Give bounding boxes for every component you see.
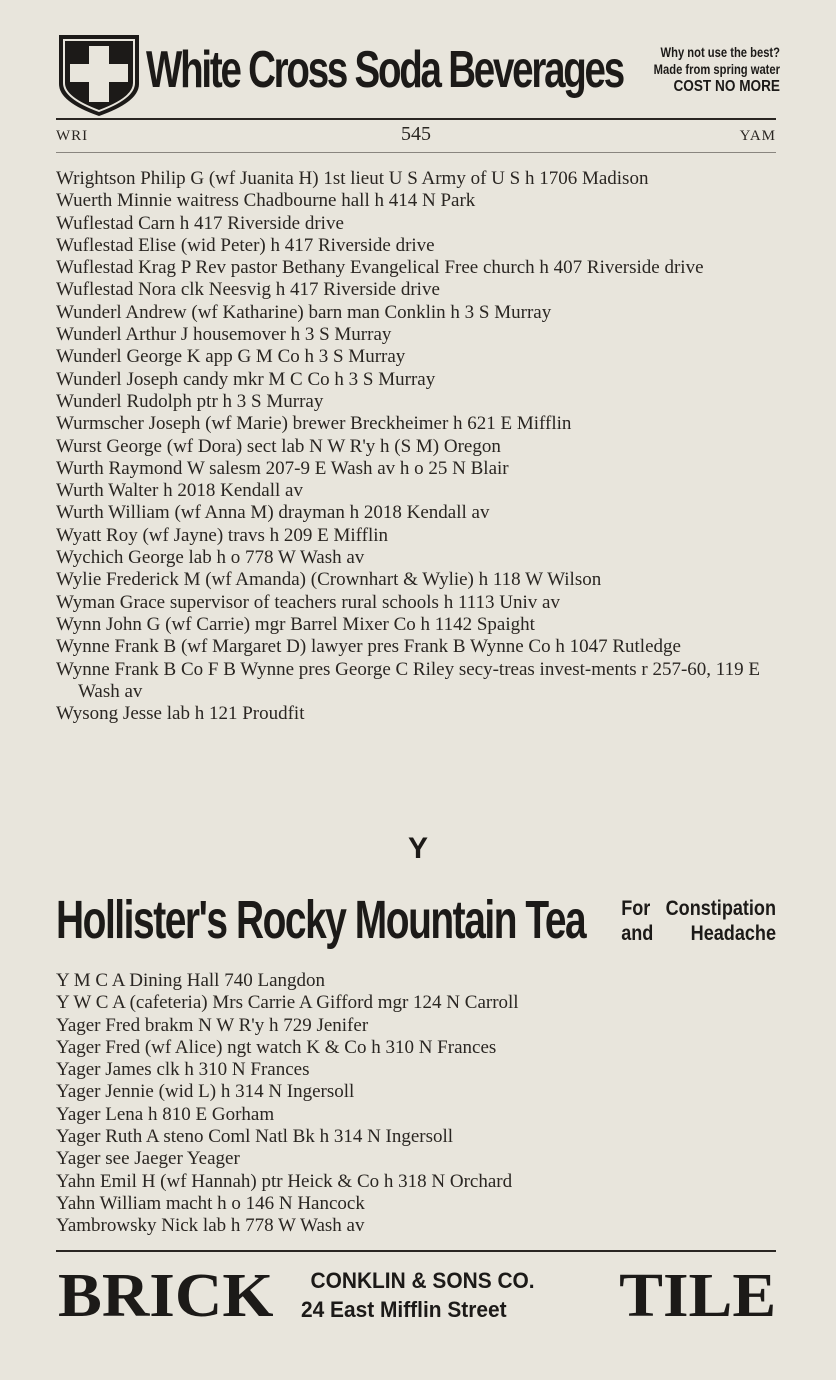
entry-detail: (wid L) h 314 N Ingersoll bbox=[158, 1081, 355, 1103]
directory-entry bbox=[56, 190, 780, 212]
entry-detail: (wf Jayne) travs h 209 E Mifflin bbox=[142, 524, 389, 546]
entry-name: Wurth Walter bbox=[56, 480, 159, 502]
tagline-line-2: Made from spring water bbox=[653, 61, 780, 77]
directory-entry bbox=[56, 324, 780, 346]
directory-entry bbox=[56, 1215, 780, 1237]
entry-detail: F B Wynne pres George C Riley secy-treas invest-ments r 257-60, 119 E Wash av bbox=[78, 658, 760, 702]
entry-name: Wyatt Roy bbox=[56, 524, 138, 546]
entry-name: Wynn John G bbox=[56, 613, 161, 635]
tagline-line-3: COST NO MORE bbox=[673, 78, 780, 95]
entry-detail: (wf Marie) brewer Breckheimer h 621 E Mifflin bbox=[205, 413, 572, 435]
top-divider bbox=[56, 118, 776, 120]
entry-name: Yambrowsky Nick bbox=[56, 1215, 199, 1237]
entry-detail: lab h 778 W Wash av bbox=[202, 1215, 365, 1237]
directory-entry bbox=[56, 1081, 780, 1103]
tea-brand: Hollister's Rocky Mountain Tea bbox=[56, 890, 586, 950]
entries-y-list bbox=[56, 970, 780, 1238]
directory-entry bbox=[56, 569, 780, 591]
directory-entry bbox=[56, 502, 780, 524]
directory-entry bbox=[56, 547, 780, 569]
directory-entry bbox=[56, 614, 780, 636]
entry-name: Wurmscher Joseph bbox=[56, 413, 201, 435]
entry-name: Wuflestad Carn bbox=[56, 212, 176, 234]
directory-entry bbox=[56, 235, 780, 257]
entry-detail: see Jaeger Yeager bbox=[105, 1148, 240, 1170]
directory-entry bbox=[56, 369, 780, 391]
tile-word: TILE bbox=[618, 1262, 776, 1330]
entry-name: Yahn Emil H bbox=[56, 1170, 156, 1192]
tea-side-and: and bbox=[621, 922, 654, 945]
entry-detail: (wf Juanita H) 1st lieut U S Army of U S h 1706 Madison bbox=[208, 168, 649, 189]
directory-entry bbox=[56, 279, 780, 301]
tea-side-headache: Headache bbox=[690, 922, 776, 945]
entry-detail: (wf Katharine) barn man Conklin h 3 S Murray bbox=[191, 301, 552, 323]
entry-name: Wylie Frederick M bbox=[56, 569, 201, 591]
entry-name: Wychich George bbox=[56, 547, 184, 569]
entry-name: Yager bbox=[56, 1148, 101, 1170]
brick-word: BRICK bbox=[58, 1262, 274, 1330]
entry-detail: Dining Hall 740 Langdon bbox=[129, 970, 325, 991]
entry-detail: (wf Anna M) drayman h 2018 Kendall av bbox=[174, 502, 490, 524]
entry-detail: supervisor of teachers rural schools h 1113 Univ av bbox=[169, 591, 560, 613]
entry-name: Wynne Frank B Co bbox=[56, 658, 204, 680]
entry-name: Wunderl Andrew bbox=[56, 301, 187, 323]
entries-w-list bbox=[56, 168, 780, 725]
entry-name: Wurth William bbox=[56, 502, 170, 524]
directory-entry bbox=[56, 1104, 780, 1126]
entry-detail: (wf Carrie) mgr Barrel Mixer Co h 1142 Spaight bbox=[165, 613, 535, 635]
directory-entry bbox=[56, 992, 780, 1014]
entry-detail: lab h o 778 W Wash av bbox=[188, 547, 365, 569]
entry-name: Wuerth Minnie bbox=[56, 190, 172, 212]
entry-detail: app G M Co h 3 S Murray bbox=[205, 346, 406, 368]
directory-entry bbox=[56, 1171, 780, 1193]
tagline-line-1: Why not use the best? bbox=[660, 44, 780, 60]
guide-word-right: YAM bbox=[739, 128, 776, 144]
bottom-divider bbox=[56, 1250, 776, 1252]
directory-entry bbox=[56, 1126, 780, 1148]
entry-detail: (cafeteria) Mrs Carrie A Gifford mgr 124 N Carroll bbox=[129, 992, 519, 1014]
directory-entry bbox=[56, 636, 780, 658]
directory-entry bbox=[56, 1148, 780, 1170]
entry-name: Yager Jennie bbox=[56, 1081, 154, 1103]
white-cross-tagline bbox=[620, 44, 780, 95]
entry-detail: h 2018 Kendall av bbox=[163, 480, 303, 502]
entry-detail: salesm 207-9 E Wash av h o 25 N Blair bbox=[209, 457, 509, 479]
entry-detail: h 417 Riverside drive bbox=[179, 212, 344, 234]
directory-entry bbox=[56, 480, 780, 502]
conklin-company bbox=[301, 1266, 605, 1324]
entry-detail: steno Coml Natl Bk h 314 N Ingersoll bbox=[163, 1126, 454, 1148]
entry-detail: (wid Peter) h 417 Riverside drive bbox=[180, 234, 435, 256]
entry-name: Wuflestad Nora bbox=[56, 279, 177, 301]
entry-name: Wuflestad Elise bbox=[56, 234, 177, 256]
guide-word-left: WRI bbox=[56, 128, 89, 144]
entry-name: Wurth Raymond W bbox=[56, 457, 205, 479]
tea-side-text bbox=[621, 896, 776, 946]
entry-name: Wysong Jesse bbox=[56, 703, 162, 725]
entry-detail: (wf Dora) sect lab N W R'y h (S M) Oregon bbox=[166, 435, 501, 457]
entry-detail: waitress Chadbourne hall h 414 N Park bbox=[176, 190, 476, 212]
white-cross-brand: White Cross Soda Beverages bbox=[146, 41, 623, 99]
entry-detail: housemover h 3 S Murray bbox=[192, 324, 392, 346]
entry-detail: macht h o 146 N Hancock bbox=[165, 1192, 365, 1214]
entry-name: Yager Fred bbox=[56, 1014, 141, 1036]
directory-entry bbox=[56, 391, 780, 413]
entry-detail: clk Neesvig h 417 Riverside drive bbox=[180, 279, 440, 301]
directory-entry bbox=[56, 970, 780, 992]
entry-detail: h 810 E Gorham bbox=[148, 1103, 275, 1125]
directory-entry bbox=[56, 436, 780, 458]
tea-side-constipation: Constipation bbox=[665, 897, 776, 920]
entry-detail: lab h 121 Proudfit bbox=[166, 703, 305, 725]
entry-name: Wunderl Rudolph bbox=[56, 390, 192, 412]
entry-detail: candy mkr M C Co h 3 S Murray bbox=[182, 368, 436, 390]
entry-detail: Rev pastor Bethany Evangelical Free church h 407 Riverside drive bbox=[195, 257, 704, 279]
entry-name: Wrightson Philip G bbox=[56, 168, 205, 189]
entry-name: Wunderl George K bbox=[56, 346, 201, 368]
directory-entry bbox=[56, 346, 780, 368]
directory-entry bbox=[56, 592, 780, 614]
entry-name: Yager Ruth A bbox=[56, 1126, 159, 1148]
brick-tile-ad bbox=[56, 1262, 780, 1342]
entry-detail: (wf Hannah) ptr Heick & Co h 318 N Orchard bbox=[160, 1170, 513, 1192]
entry-detail: (wf Amanda) (Crownhart & Wylie) h 118 W Wilson bbox=[205, 569, 602, 591]
entry-name: Yager Lena bbox=[56, 1103, 144, 1125]
tea-side-for: For bbox=[621, 897, 651, 920]
entry-name: Yager Fred bbox=[56, 1036, 141, 1058]
company-address: 24 East Mifflin Street bbox=[301, 1297, 507, 1322]
directory-entry bbox=[56, 1037, 780, 1059]
entry-detail: (wf Margaret D) lawyer pres Frank B Wynne Co h 1047 Rutledge bbox=[180, 636, 681, 658]
directory-entry bbox=[56, 659, 780, 704]
directory-entry bbox=[56, 257, 780, 279]
entry-name: Wunderl Joseph bbox=[56, 368, 179, 390]
directory-entry bbox=[56, 168, 780, 190]
section-letter: Y bbox=[407, 832, 428, 865]
entry-detail: ptr h 3 S Murray bbox=[196, 390, 324, 412]
entry-name: Yahn William bbox=[56, 1192, 162, 1214]
directory-entry bbox=[56, 413, 780, 435]
entry-detail: (wf Alice) ngt watch K & Co h 310 N Frances bbox=[144, 1036, 497, 1058]
directory-entry bbox=[56, 458, 780, 480]
entry-detail: brakm N W R'y h 729 Jenifer bbox=[144, 1014, 369, 1036]
runhead-divider bbox=[56, 152, 776, 153]
directory-entry bbox=[56, 1059, 780, 1081]
entry-name: Y W C A bbox=[56, 992, 125, 1014]
entry-detail: clk h 310 N Frances bbox=[156, 1059, 310, 1081]
entry-name: Wynne Frank B bbox=[56, 636, 177, 658]
directory-entry bbox=[56, 703, 780, 725]
directory-entry bbox=[56, 525, 780, 547]
directory-entry bbox=[56, 213, 780, 235]
directory-entry bbox=[56, 302, 780, 324]
entry-name: Y M C A bbox=[56, 970, 125, 991]
entry-name: Wyman Grace bbox=[56, 591, 166, 613]
directory-entry bbox=[56, 1193, 780, 1215]
entry-name: Wuflestad Krag P bbox=[56, 257, 191, 279]
white-cross-shield-icon bbox=[56, 32, 142, 118]
directory-entry bbox=[56, 1015, 780, 1037]
entry-name: Wurst George bbox=[56, 435, 162, 457]
company-name: CONKLIN & SONS CO. bbox=[310, 1268, 535, 1293]
entry-name: Wunderl Arthur J bbox=[56, 324, 189, 346]
entry-name: Yager James bbox=[56, 1059, 152, 1081]
hollisters-tea-ad bbox=[56, 888, 780, 958]
page-number: 545 bbox=[401, 123, 431, 145]
white-cross-ad bbox=[56, 32, 780, 118]
running-head bbox=[56, 123, 776, 148]
